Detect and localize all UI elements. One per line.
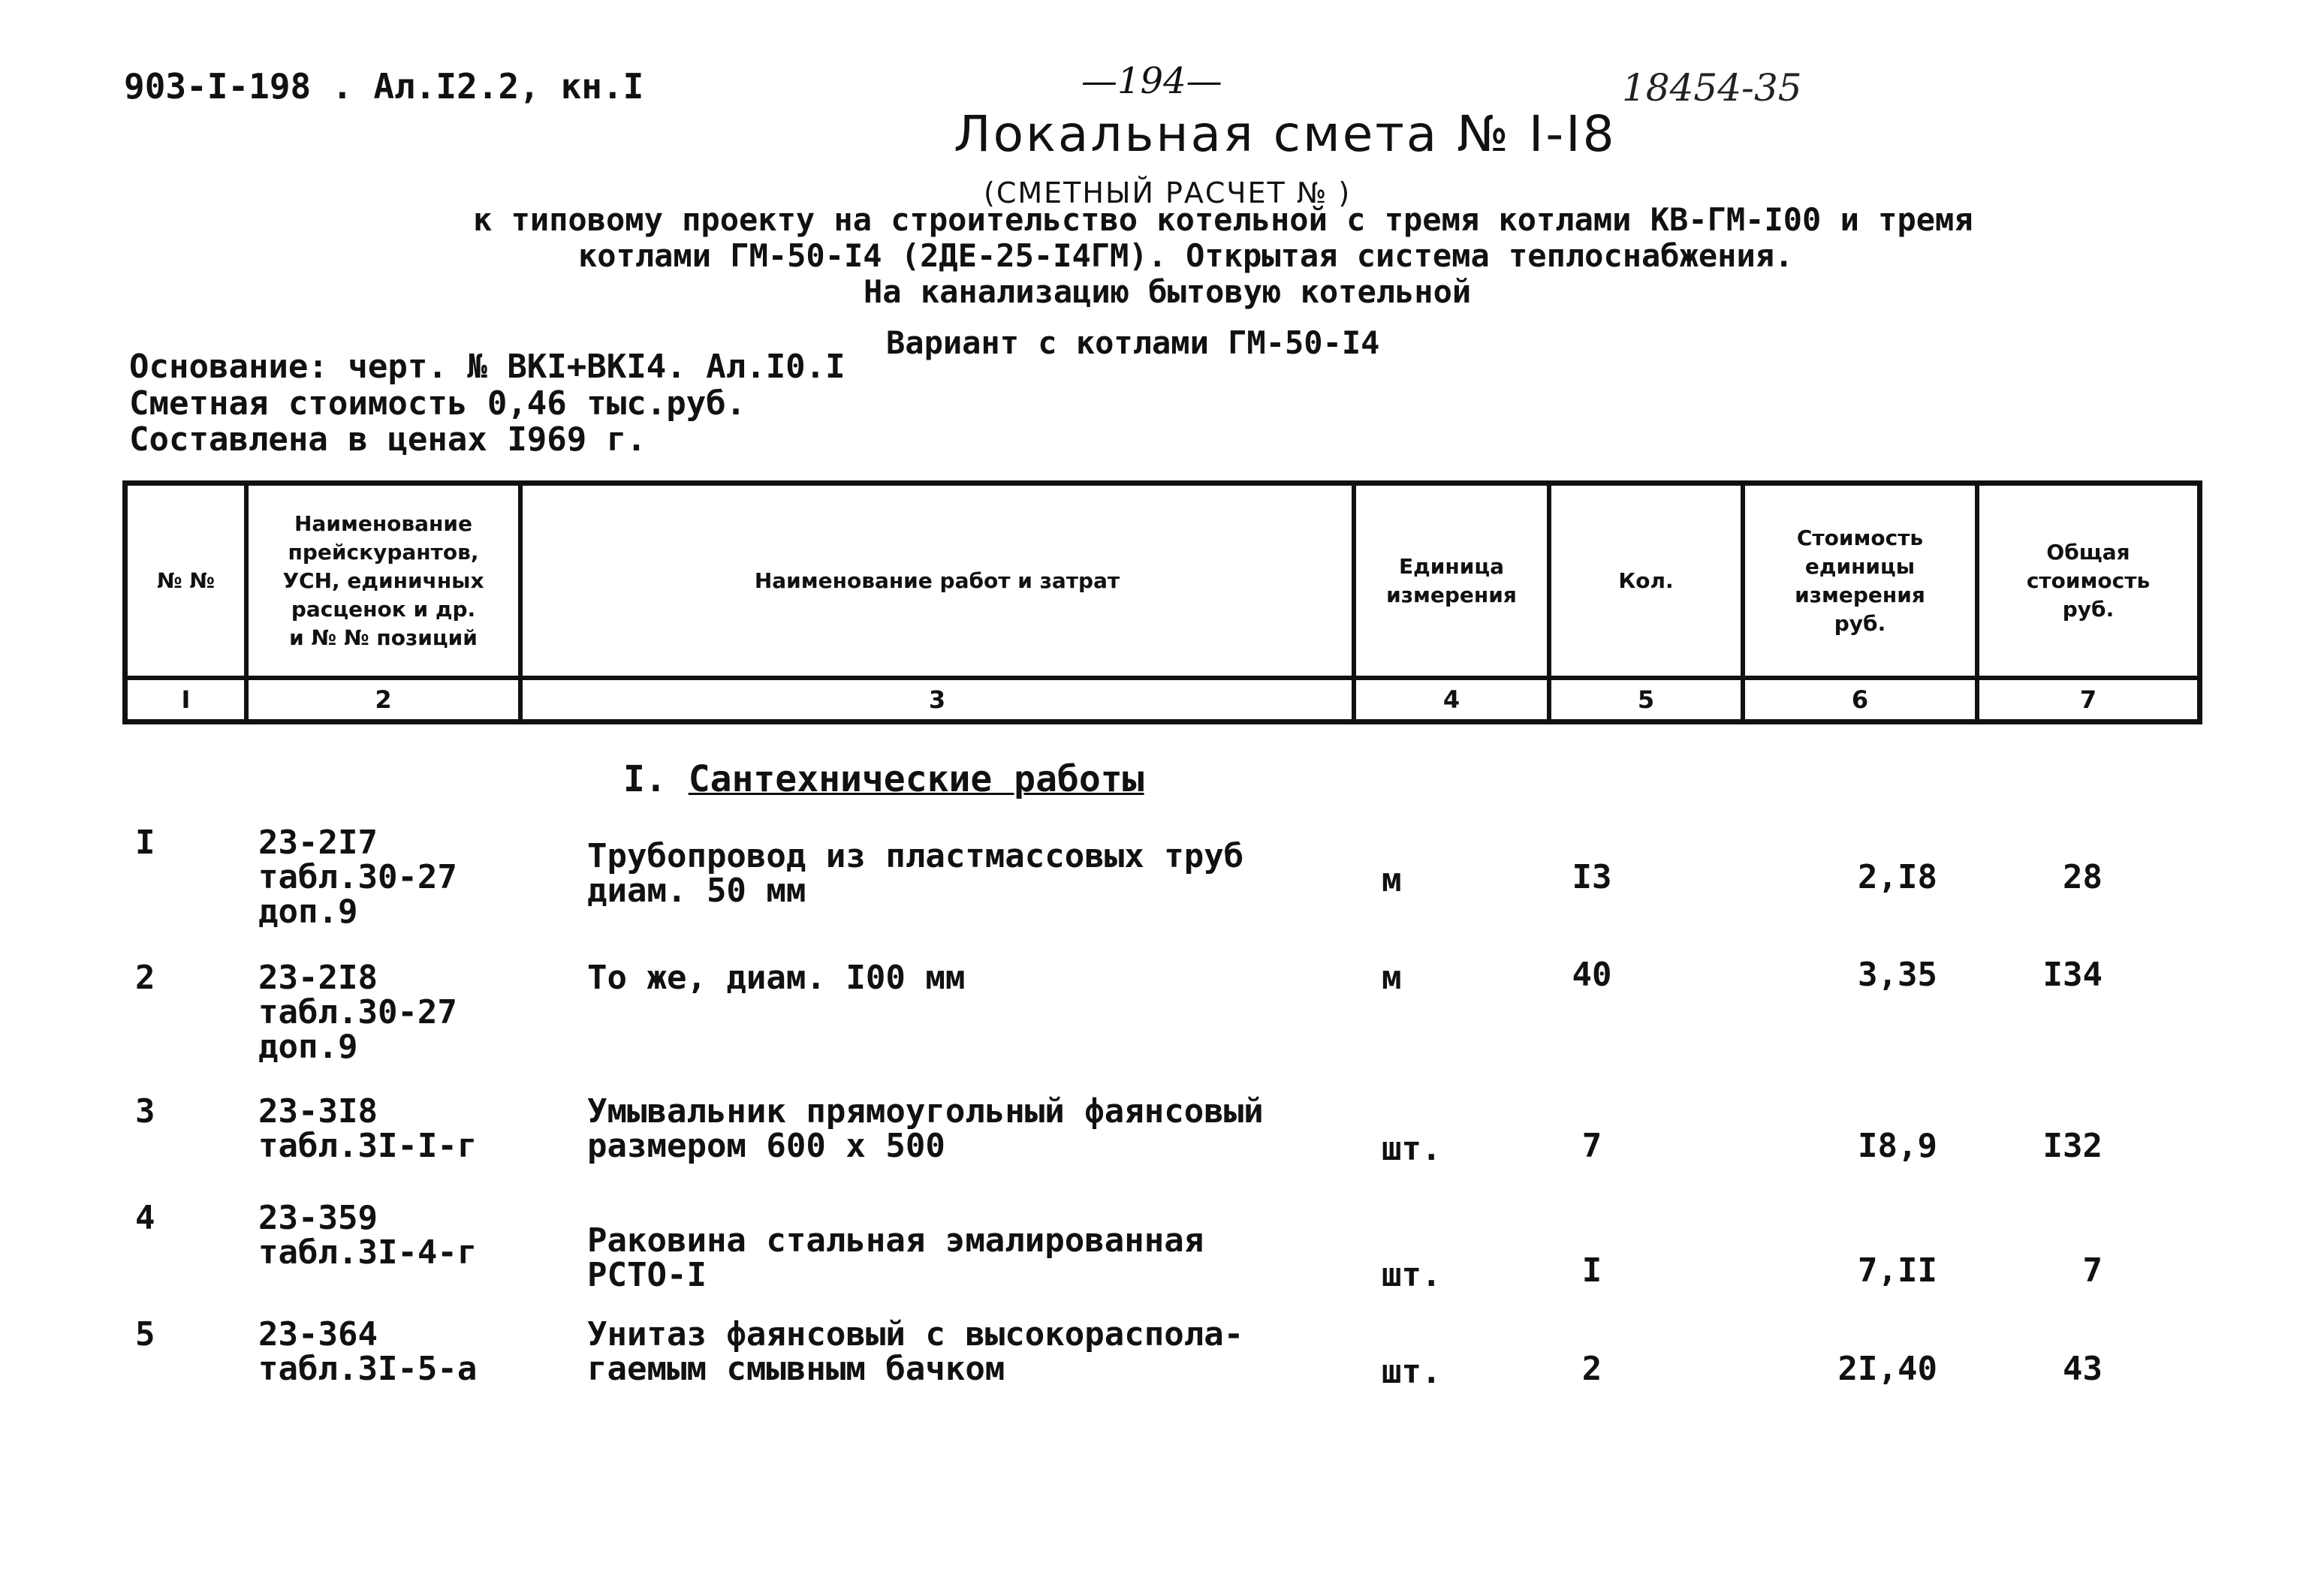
archive-number: 18454-35 <box>1622 66 1802 110</box>
basis-line: Основание: черт. № ВКI+ВКI4. Ал.I0.I <box>129 348 846 386</box>
row-unit: шт. <box>1382 1256 1442 1294</box>
col-number-1: I <box>181 685 191 714</box>
prices-year-line: Составлена в ценах I969 г. <box>129 420 647 459</box>
row-number: 5 <box>135 1315 155 1354</box>
row-work-name: Унитаз фаянсовый с высокораспола- гаемым смывным бачком <box>587 1315 1244 1388</box>
row-total: 43 <box>2063 1350 2103 1388</box>
col-header-unit-price: Стоимость единицы измерения руб. <box>1795 525 1925 636</box>
row-work-name: То же, диам. I00 мм <box>587 959 966 997</box>
row-code: 23-2I8 табл.30-27 доп.9 <box>258 959 457 1066</box>
row-number: 2 <box>135 959 155 997</box>
row-quantity: 2 <box>1581 1350 1602 1388</box>
col-header-total: Общая стоимость руб. <box>2026 539 2151 622</box>
row-unit-price: 7,II <box>1858 1251 1937 1290</box>
document-subtitle: (СМЕТНЫЙ РАСЧЕТ № ) <box>984 176 1352 209</box>
row-number: I <box>135 824 155 862</box>
col-number-2: 2 <box>375 685 392 714</box>
row-unit: м <box>1382 861 1402 899</box>
col-number-7: 7 <box>2079 685 2097 714</box>
col-header-number: № № <box>156 568 216 593</box>
row-quantity: I3 <box>1572 858 1612 896</box>
row-quantity: 7 <box>1581 1127 1602 1165</box>
table-header-grid <box>122 480 2202 724</box>
col-header-pricelist: Наименование прейскурантов, УСН, единичных расценок и др. и № № позиций <box>282 510 484 650</box>
col-header-unit: Единица измерения <box>1386 553 1517 607</box>
section-number: I. <box>623 758 667 800</box>
row-total: I34 <box>2042 956 2103 994</box>
row-total: 7 <box>2082 1251 2103 1290</box>
col-header-quantity: Кол. <box>1618 568 1674 593</box>
row-unit-price: 2,I8 <box>1858 858 1937 896</box>
section-title: Сантехнические работы <box>688 758 1144 800</box>
col-header-work-name: Наименование работ и затрат <box>754 568 1120 593</box>
doc-reference: 903-I-198 . Ал.I2.2, кн.I <box>124 66 644 107</box>
col-number-3: 3 <box>928 685 946 714</box>
row-quantity: 40 <box>1572 956 1612 994</box>
estimated-cost-line: Сметная стоимость 0,46 тыс.руб. <box>129 384 746 423</box>
row-code: 23-359 табл.3I-4-г <box>258 1199 478 1272</box>
row-code: 23-3I8 табл.3I-I-г <box>258 1092 478 1165</box>
col-number-4: 4 <box>1442 685 1460 714</box>
row-total: 28 <box>2063 858 2103 896</box>
project-line-1: к типовому проекту на строительство котельной с тремя котлами КВ-ГМ-I00 и тремя <box>473 201 1973 238</box>
project-line-2: котлами ГМ-50-I4 (2ДЕ-25-I4ГМ). Открытая система теплоснабжения. <box>578 237 1794 274</box>
row-number: 4 <box>135 1199 155 1237</box>
row-unit-price: 2I,40 <box>1837 1350 1937 1388</box>
project-line-3: На канализацию бытовую котельной <box>864 273 1472 310</box>
row-code: 23-2I7 табл.30-27 доп.9 <box>258 824 457 931</box>
row-unit: шт. <box>1382 1130 1442 1168</box>
project-variant: Вариант с котлами ГМ-50-I4 <box>886 324 1380 361</box>
row-total: I32 <box>2042 1127 2103 1165</box>
col-number-6: 6 <box>1851 685 1869 714</box>
document-title: Локальная смета № I-I8 <box>954 105 1617 163</box>
row-code: 23-364 табл.3I-5-а <box>258 1315 478 1388</box>
row-unit-price: I8,9 <box>1858 1127 1937 1165</box>
row-unit-price: 3,35 <box>1858 956 1937 994</box>
col-number-5: 5 <box>1637 685 1655 714</box>
section-heading <box>623 758 1144 800</box>
row-quantity: I <box>1581 1251 1602 1290</box>
row-work-name: Трубопровод из пластмассовых труб диам. 50 мм <box>587 837 1244 910</box>
row-unit: шт. <box>1382 1353 1442 1391</box>
row-unit: м <box>1382 959 1402 997</box>
row-work-name: Умывальник прямоугольный фаянсовый размером 600 х 500 <box>587 1092 1264 1165</box>
row-work-name: Раковина стальная эмалированная РСТО-I <box>587 1221 1204 1294</box>
page-number: —194— <box>1081 60 1222 102</box>
row-number: 3 <box>135 1092 155 1131</box>
